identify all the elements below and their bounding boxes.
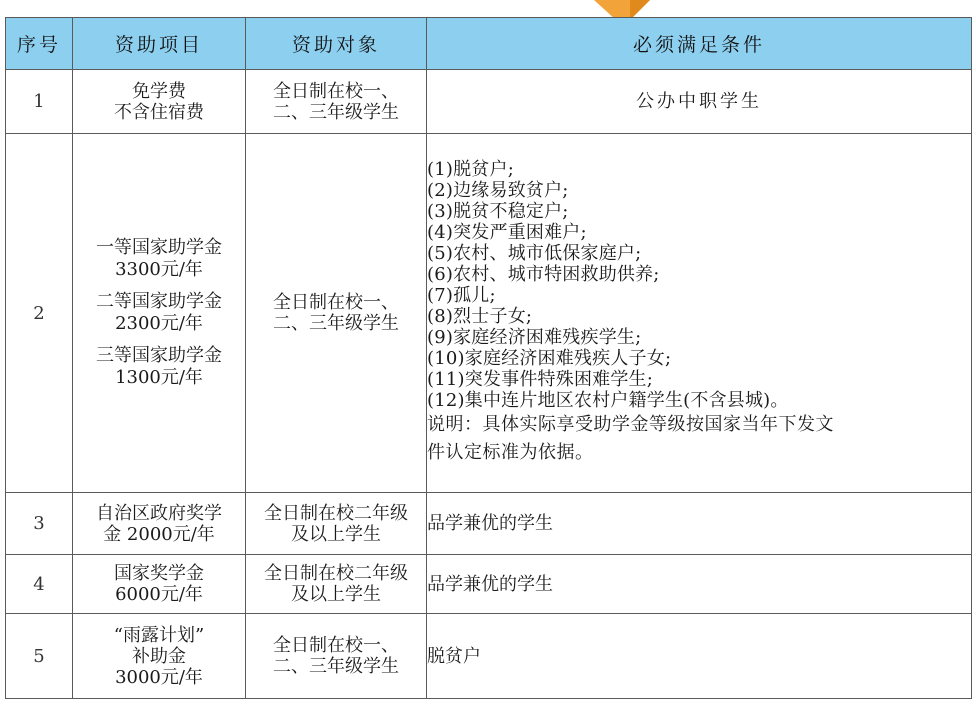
aid-target-line: 二、三年级学生 bbox=[273, 656, 399, 677]
condition-item: (6)农村、城市特困救助供养; bbox=[427, 264, 660, 285]
condition-item: (10)家庭经济困难残疾人子女; bbox=[427, 348, 672, 369]
aid-item-cell bbox=[73, 555, 246, 614]
condition-item: (7)孤儿; bbox=[427, 285, 496, 306]
aid-target-line: 全日制在校二年级 bbox=[264, 502, 408, 524]
condition-item: (3)脱贫不稳定户; bbox=[427, 201, 569, 222]
aid-target-line: 及以上学生 bbox=[291, 523, 381, 545]
grant-tier bbox=[73, 291, 245, 335]
aid-target-line: 二、三年级学生 bbox=[273, 313, 399, 334]
row-number: 4 bbox=[6, 555, 73, 614]
header-aid-target: 资助对象 bbox=[246, 18, 427, 70]
header-aid-item: 资助项目 bbox=[73, 18, 246, 70]
table-header-row bbox=[6, 18, 972, 70]
condition-cell: 公办中职学生 bbox=[427, 70, 972, 134]
aid-target-line: 全日制在校一、 bbox=[273, 80, 399, 102]
aid-item-cell bbox=[73, 614, 246, 699]
grant-tier bbox=[73, 237, 245, 281]
grant-amount: 1300元/年 bbox=[115, 367, 203, 388]
condition-item: (5)农村、城市低保家庭户; bbox=[427, 243, 642, 264]
aid-target-cell bbox=[246, 555, 427, 614]
grant-amount: 2300元/年 bbox=[115, 313, 203, 334]
condition-cell bbox=[427, 134, 972, 493]
aid-item-line: 免学费 bbox=[132, 80, 186, 102]
aid-target-line: 二、三年级学生 bbox=[273, 101, 399, 123]
aid-target-cell bbox=[246, 493, 427, 555]
row-number: 3 bbox=[6, 493, 73, 555]
aid-item-cell bbox=[73, 493, 246, 555]
aid-target-cell bbox=[246, 70, 427, 134]
aid-target-line: 全日制在校二年级 bbox=[264, 563, 408, 584]
condition-item: (12)集中连片地区农村户籍学生(不含县城)。 bbox=[427, 390, 789, 411]
student-aid-table bbox=[5, 17, 972, 699]
condition-item: (2)边缘易致贫户; bbox=[427, 180, 569, 201]
aid-target-line: 全日制在校一、 bbox=[273, 292, 399, 313]
header-conditions: 必须满足条件 bbox=[427, 18, 972, 70]
condition-note-line: 说明：具体实际享受助学金等级按国家当年下发文 bbox=[427, 414, 834, 435]
aid-item-cell bbox=[73, 70, 246, 134]
grant-name: 一等国家助学金 bbox=[96, 237, 222, 258]
row-number: 2 bbox=[6, 134, 73, 493]
aid-item-line: 国家奖学金 bbox=[114, 563, 204, 584]
condition-item: (8)烈士子女; bbox=[427, 306, 533, 327]
aid-item-line: “雨露计划” bbox=[113, 624, 205, 646]
aid-target-cell bbox=[246, 134, 427, 493]
aid-target-line: 及以上学生 bbox=[291, 584, 381, 605]
condition-note-line: 件认定标准为依据。 bbox=[427, 442, 594, 463]
condition-cell: 品学兼优的学生 bbox=[427, 493, 972, 555]
condition-item: (1)脱贫户; bbox=[427, 159, 514, 180]
aid-item-line: 补助金 bbox=[132, 645, 186, 667]
grant-tier bbox=[73, 345, 245, 389]
table-row bbox=[6, 555, 972, 614]
table-row bbox=[6, 70, 972, 134]
condition-cell: 脱贫户 bbox=[427, 614, 972, 699]
aid-item-line: 不含住宿费 bbox=[114, 101, 204, 123]
grant-amount: 3300元/年 bbox=[115, 259, 203, 280]
aid-item-line: 3000元/年 bbox=[115, 666, 203, 688]
condition-item: (11)突发事件特殊困难学生; bbox=[427, 369, 654, 390]
aid-item-line: 6000元/年 bbox=[115, 584, 203, 605]
row-number: 5 bbox=[6, 614, 73, 699]
table-row bbox=[6, 134, 972, 493]
condition-cell: 品学兼优的学生 bbox=[427, 555, 972, 614]
row-number: 1 bbox=[6, 70, 73, 134]
condition-item: (4)突发严重困难户; bbox=[427, 222, 587, 243]
aid-target-cell bbox=[246, 614, 427, 699]
grant-name: 二等国家助学金 bbox=[96, 291, 222, 312]
condition-item: (9)家庭经济困难残疾学生; bbox=[427, 327, 642, 348]
table-row bbox=[6, 493, 972, 555]
header-serial-number: 序号 bbox=[6, 18, 73, 70]
grant-name: 三等国家助学金 bbox=[96, 345, 222, 366]
aid-item-cell bbox=[73, 134, 246, 493]
aid-item-line: 自治区政府奖学 bbox=[96, 502, 222, 524]
aid-target-line: 全日制在校一、 bbox=[273, 635, 399, 656]
aid-item-line: 金 2000元/年 bbox=[103, 523, 215, 545]
table-row bbox=[6, 614, 972, 699]
